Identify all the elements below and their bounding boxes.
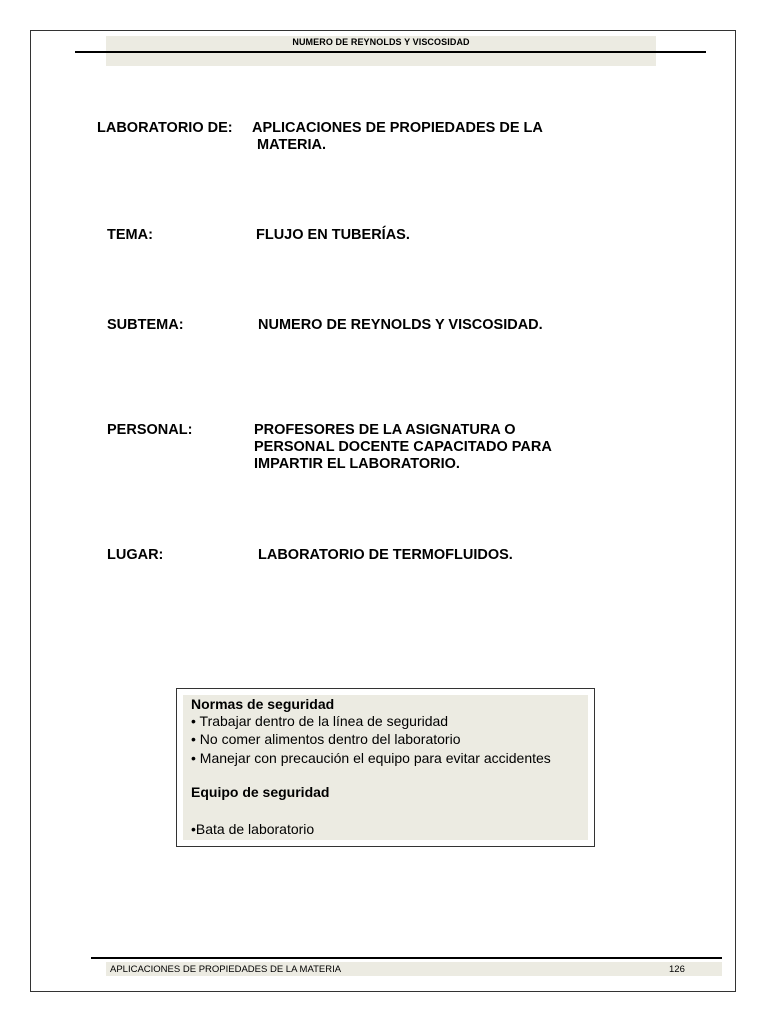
field-label-personal: PERSONAL: [107,422,193,438]
value-line: FLUJO EN TUBERÍAS. [256,227,410,243]
field-label-subtema: SUBTEMA: [107,317,184,333]
field-value-subtema [258,317,543,334]
safety-box-fill [183,695,588,840]
norm-item: • Manejar con precaución el equipo para evitar accidentes [191,750,551,766]
page-number: 126 [669,964,685,975]
value-line: PROFESORES DE LA ASIGNATURA O [254,422,516,438]
header-rule [75,51,706,53]
value-line: LABORATORIO DE TERMOFLUIDOS. [258,547,513,563]
header-title: NUMERO DE REYNOLDS Y VISCOSIDAD [292,37,470,47]
norms-title: Normas de seguridad [191,696,335,712]
field-value-laboratorio [252,120,543,154]
footer-text: APLICACIONES DE PROPIEDADES DE LA MATERIA [110,964,342,975]
value-line: IMPARTIR EL LABORATORIO. [254,456,460,472]
field-label-tema: TEMA: [107,227,153,243]
norm-item: • Trabajar dentro de la línea de seguridad [191,713,449,729]
safety-box [176,688,595,847]
field-label-lugar: LUGAR: [107,547,164,563]
value-line: APLICACIONES DE PROPIEDADES DE LA [252,120,543,136]
value-line: MATERIA. [257,137,327,153]
field-value-lugar [258,547,513,564]
page-frame [30,30,736,992]
value-line: PERSONAL DOCENTE CAPACITADO PARA [254,439,552,455]
footer-rule [91,957,722,959]
equipment-item: •Bata de laboratorio [191,821,315,837]
field-value-tema [256,227,410,244]
value-line: NUMERO DE REYNOLDS Y VISCOSIDAD. [258,317,543,333]
norm-item: • No comer alimentos dentro del laboratorio [191,731,461,747]
equipment-title: Equipo de seguridad [191,784,330,800]
field-value-personal [254,422,552,473]
field-label-laboratorio: LABORATORIO DE: [97,120,233,136]
